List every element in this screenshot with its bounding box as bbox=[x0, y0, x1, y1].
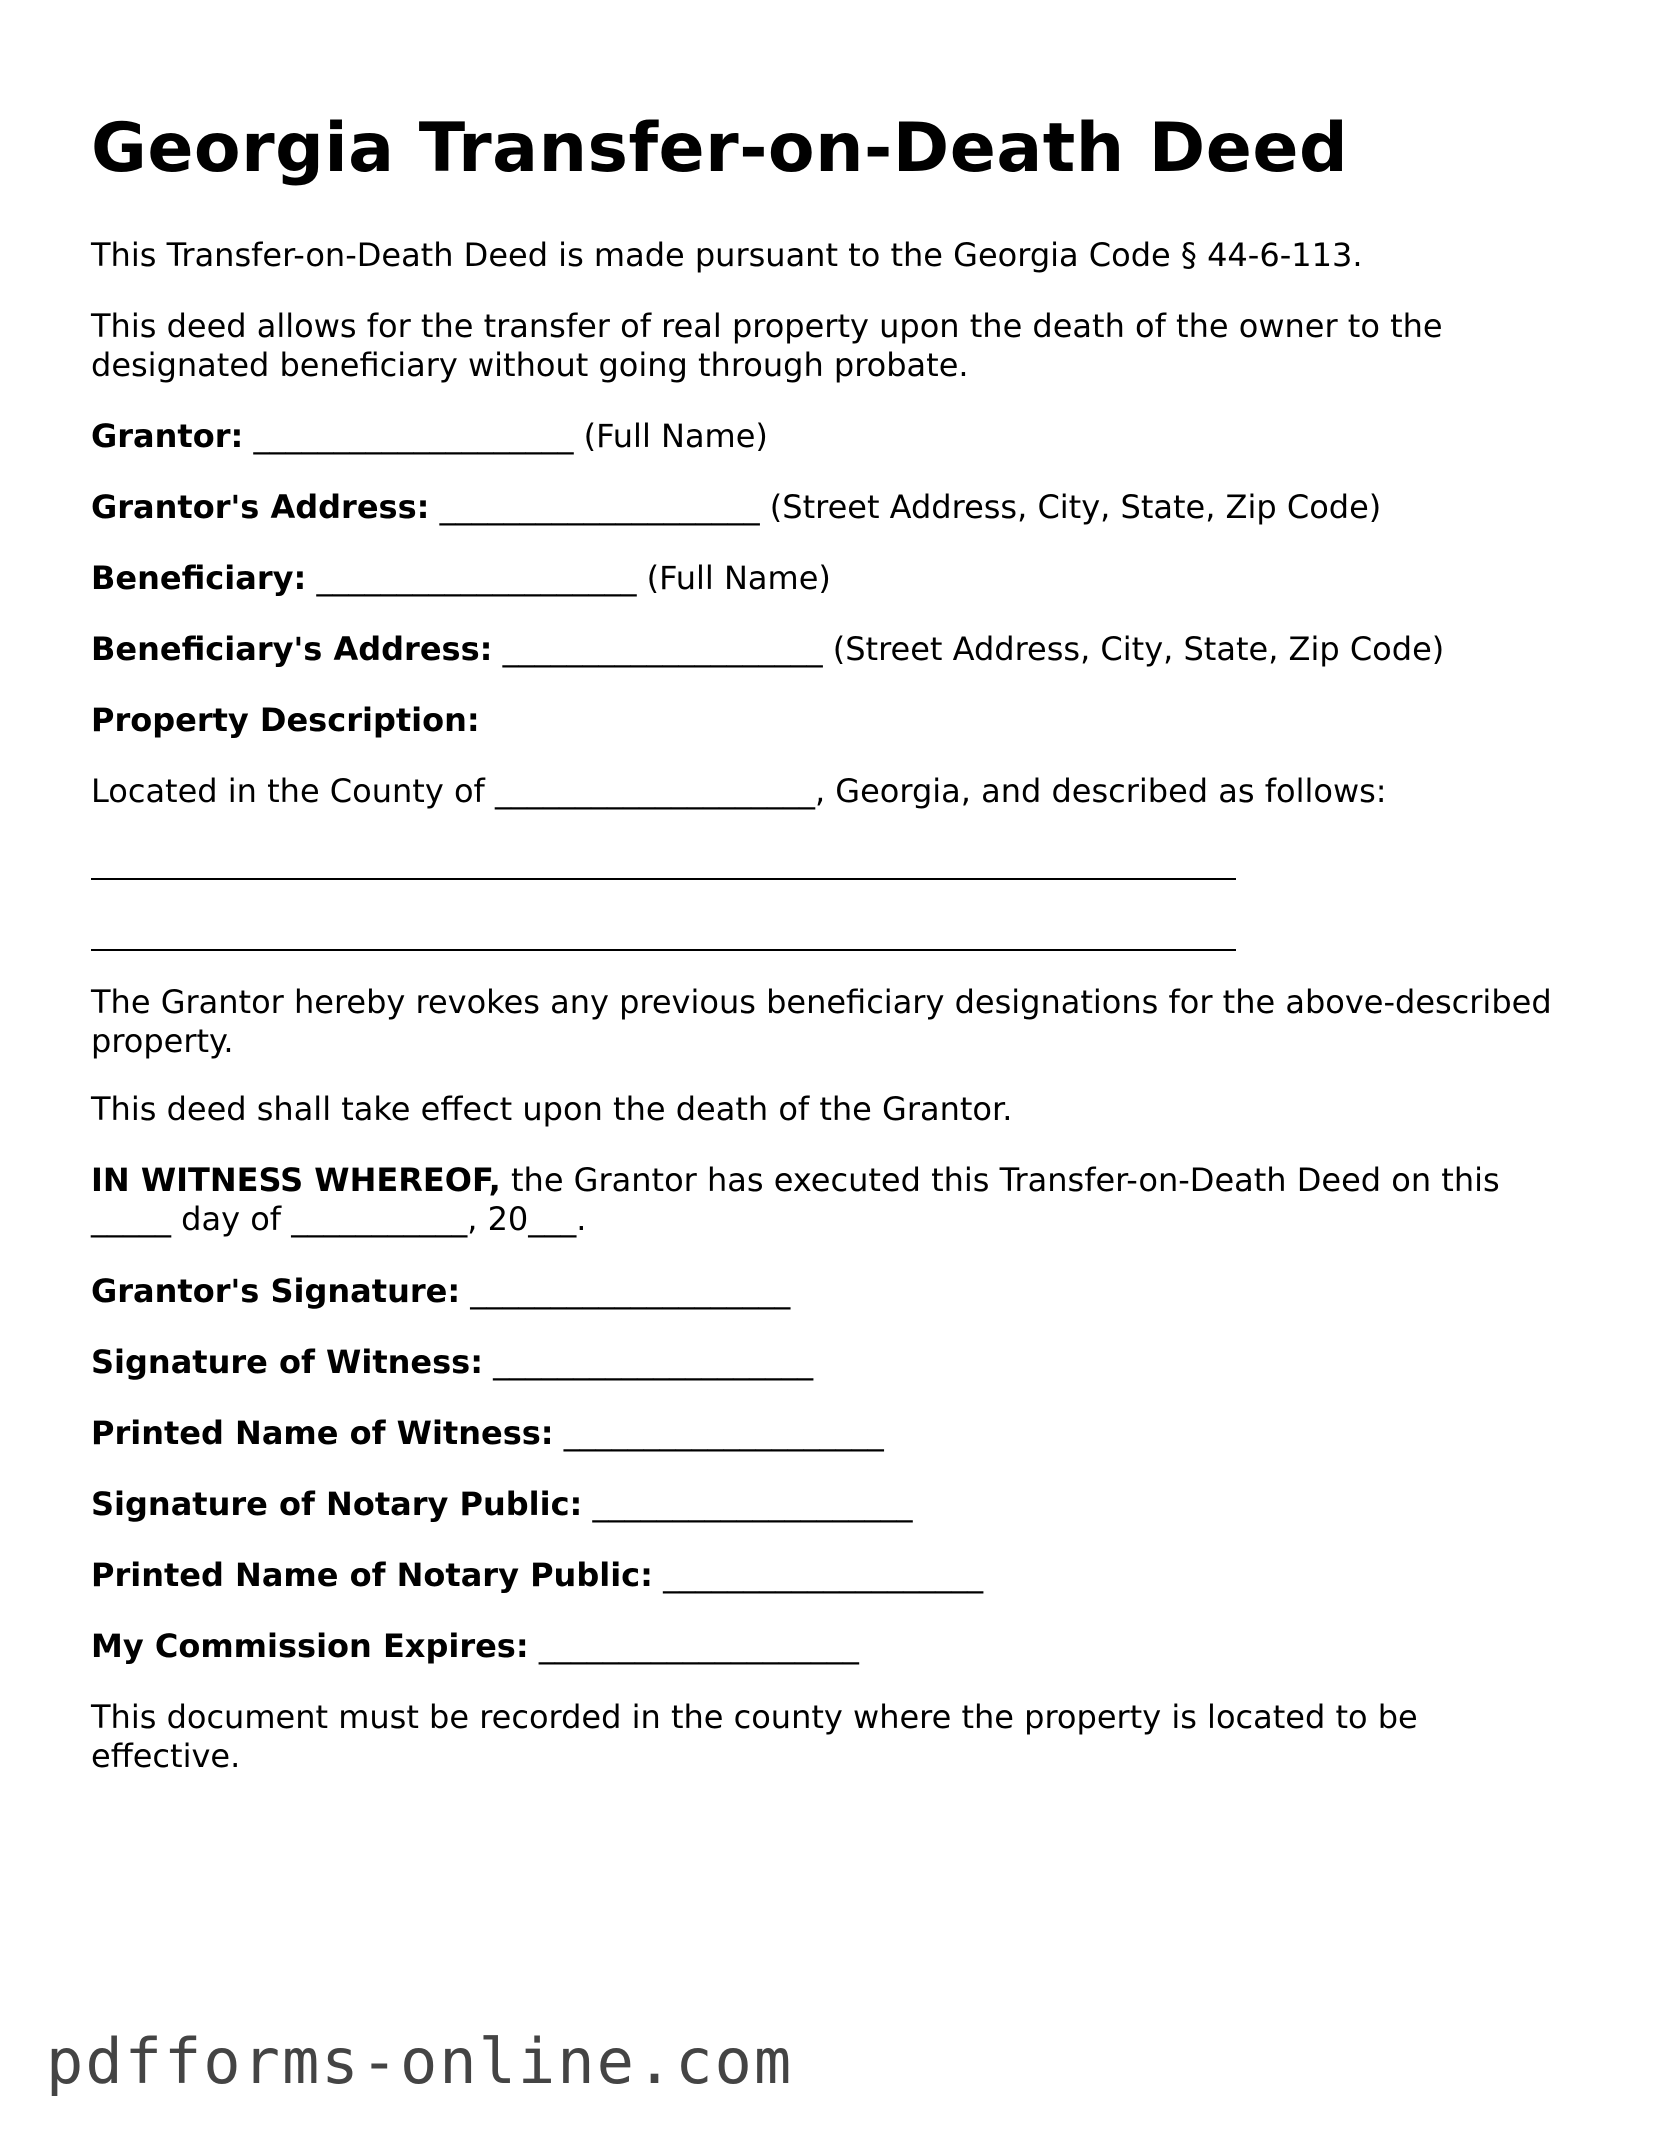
beneficiary-blank[interactable]: ____________________ bbox=[316, 559, 637, 597]
witness-signature-blank[interactable]: ____________________ bbox=[493, 1343, 814, 1381]
notary-printed-name-blank[interactable]: ____________________ bbox=[663, 1556, 984, 1594]
witness-printed-name-label: Printed Name of Witness: bbox=[91, 1414, 554, 1452]
recording-note: This document must be recorded in the county where the property is located to be effective. bbox=[91, 1698, 1418, 1775]
beneficiary-address-hint: (Street Address, City, State, Zip Code) bbox=[832, 630, 1445, 668]
beneficiary-address-blank[interactable]: ____________________ bbox=[502, 630, 823, 668]
property-heading bbox=[91, 701, 480, 740]
grantor-address-hint: (Street Address, City, State, Zip Code) bbox=[769, 488, 1382, 526]
county-field bbox=[91, 772, 1387, 811]
beneficiary-address-field bbox=[91, 630, 1444, 669]
revocation-clause: The Grantor hereby revokes any previous beneficiary designations for the above-described property. bbox=[91, 983, 1552, 1060]
notary-printed-name-field bbox=[91, 1556, 983, 1595]
witness-clause-bold: IN WITNESS WHEREOF, bbox=[91, 1161, 501, 1199]
grantor-hint: (Full Name) bbox=[583, 417, 768, 455]
beneficiary-address-label: Beneficiary's Address: bbox=[91, 630, 493, 668]
effect-clause: This deed shall take effect upon the death of the Grantor. bbox=[91, 1090, 1013, 1128]
notary-signature-field bbox=[91, 1485, 913, 1524]
commission-expires-field bbox=[91, 1627, 859, 1666]
grantor-signature-field bbox=[91, 1272, 790, 1311]
property-heading-label: Property Description: bbox=[91, 701, 480, 739]
commission-expires-blank[interactable]: ____________________ bbox=[538, 1627, 859, 1665]
witness-clause bbox=[91, 1161, 1571, 1239]
witness-clause-text: the Grantor has executed this Transfer-on-Death Deed on this _____ day of ___________, 20___. bbox=[91, 1161, 1500, 1238]
county-suffix: , Georgia, and described as follows: bbox=[814, 772, 1387, 810]
county-blank[interactable]: ____________________ bbox=[494, 772, 815, 810]
county-prefix: Located in the County of bbox=[91, 772, 485, 810]
grantor-field bbox=[91, 417, 768, 456]
grantor-blank[interactable]: ____________________ bbox=[253, 417, 574, 455]
witness-printed-name-blank[interactable]: ____________________ bbox=[563, 1414, 884, 1452]
notary-signature-label: Signature of Notary Public: bbox=[91, 1485, 583, 1523]
notary-signature-blank[interactable]: ____________________ bbox=[592, 1485, 913, 1523]
witness-printed-name-field bbox=[91, 1414, 884, 1453]
document-title: Georgia Transfer-on-Death Deed bbox=[91, 109, 1349, 188]
property-description-line-2[interactable] bbox=[91, 949, 1236, 951]
grantor-signature-label: Grantor's Signature: bbox=[91, 1272, 461, 1310]
witness-signature-field bbox=[91, 1343, 813, 1382]
grantor-signature-blank[interactable]: ____________________ bbox=[470, 1272, 791, 1310]
watermark: pdfforms-online.com bbox=[46, 2025, 794, 2098]
beneficiary-label: Beneficiary: bbox=[91, 559, 307, 597]
commission-expires-label: My Commission Expires: bbox=[91, 1627, 529, 1665]
grantor-address-field bbox=[91, 488, 1381, 527]
grantor-address-blank[interactable]: ____________________ bbox=[439, 488, 760, 526]
intro-statute: This Transfer-on-Death Deed is made pursuant to the Georgia Code § 44-6-113. bbox=[91, 236, 1363, 274]
witness-signature-label: Signature of Witness: bbox=[91, 1343, 483, 1381]
beneficiary-field bbox=[91, 559, 831, 598]
notary-printed-name-label: Printed Name of Notary Public: bbox=[91, 1556, 653, 1594]
grantor-address-label: Grantor's Address: bbox=[91, 488, 430, 526]
beneficiary-hint: (Full Name) bbox=[646, 559, 831, 597]
intro-purpose: This deed allows for the transfer of real property upon the death of the owner to the designated beneficiary without going through probate. bbox=[91, 307, 1443, 384]
property-description-line-1[interactable] bbox=[91, 878, 1236, 880]
grantor-label: Grantor: bbox=[91, 417, 244, 455]
